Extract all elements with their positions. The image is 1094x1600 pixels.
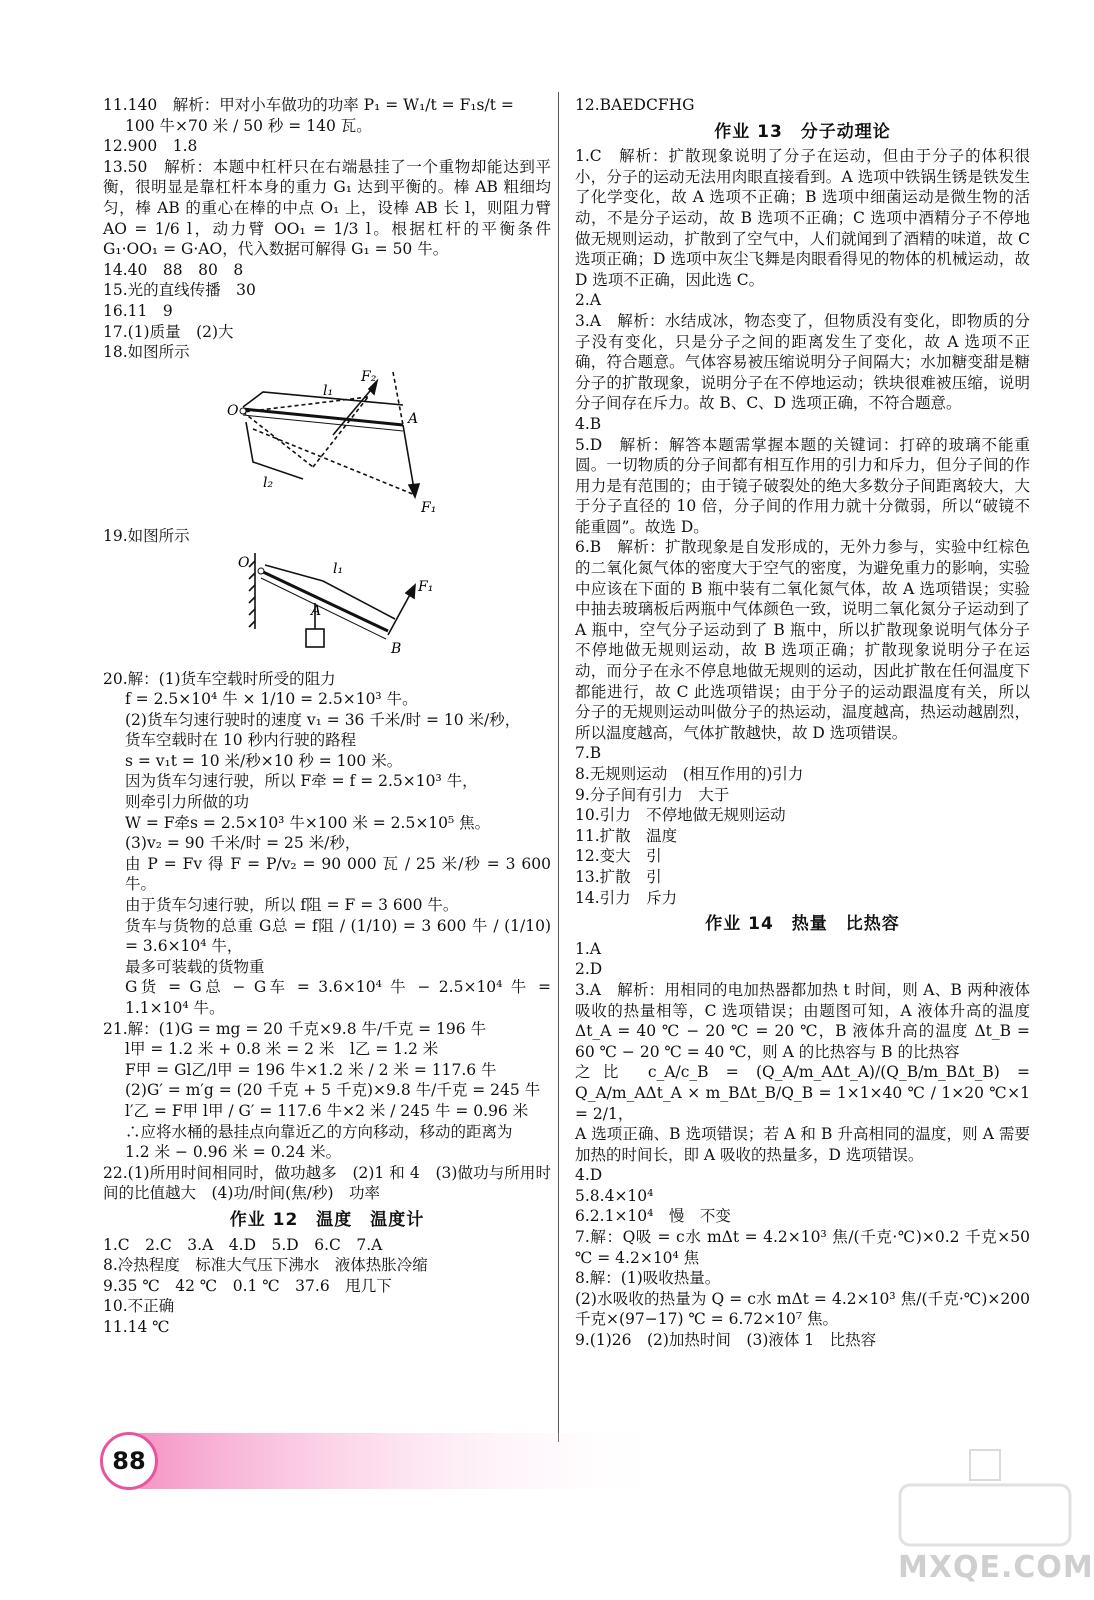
hw14-item: 2.D	[575, 960, 603, 979]
answer-20-line: 最多可装载的货物重	[125, 957, 265, 976]
fig18-label-a: A	[408, 410, 419, 427]
fig19-label-b: B	[391, 640, 402, 657]
hw12-line: 1.C 2.C 3.A 4.D 5.D 6.C 7.A	[103, 1235, 383, 1254]
watermark-icon	[890, 1440, 1080, 1550]
answer-21-line: ∴应将水桶的悬挂点向靠近乙的方向移动，移动的距离为	[125, 1122, 513, 1141]
hw14-item: 3.A 解析：用相同的电加热器都加热 t 时间，则 A、B 两种液体吸收的热量相等，C 选项错误；由题图可知，A 液体升高的温度 Δt_A = 40 ℃ − 20 ℃ = 20 ℃，B 液体升高的温度 Δt_B = 60 ℃ − 20 ℃ = 40 ℃，则 A 的比热容与 B 的比热容	[575, 980, 1030, 1061]
answer-20-line: (2)货车匀速行驶时的速度 v₁ = 36 千米/时 = 10 米/秒，	[125, 710, 521, 729]
hw13-item: 9.分子间有引力 大于	[575, 785, 730, 804]
answer-22: 22.(1)所用时间相同时，做功越多 (2)1 和 4 (3)做功与所用时间的比值越大 (4)功/时间(焦/秒) 功率	[103, 1163, 551, 1203]
fig19-label-f1: F₁	[418, 578, 434, 595]
hw12-line: 8.冷热程度 标准大气压下沸水 液体热胀冷缩	[103, 1256, 428, 1275]
hw14-item: 6.2.1×10⁴ 慢 不变	[575, 1207, 731, 1226]
hw14-item: 9.(1)26 (2)加热时间 (3)液体 1 比热容	[575, 1331, 877, 1350]
hw13-item: 11.扩散 温度	[575, 826, 678, 845]
answer-14: 14.40 88 80 8	[103, 260, 244, 279]
column-divider	[558, 92, 559, 1442]
answer-20-line: (3)v₂ = 90 千米/时 = 25 米/秒，	[125, 834, 361, 853]
lever-figure-19	[103, 551, 551, 659]
answer-12: 12.900 1.8	[103, 137, 198, 156]
hw14-item: 5.8.4×10⁴	[575, 1186, 654, 1205]
section-title-hw14: 作业 14 热量 比热容	[705, 914, 900, 935]
section-title-hw13: 作业 13 分子动理论	[714, 121, 891, 142]
answer-11-cont: 100 牛×70 米 / 50 秒 = 140 瓦。	[125, 116, 372, 135]
answer-20-line: s = v₁t = 10 米/秒×10 秒 = 100 米。	[125, 751, 403, 770]
hw14-item: 1.A	[575, 939, 601, 958]
answer-20-line: 则牵引力所做的功	[125, 793, 250, 812]
fig18-label-l2: l₂	[263, 474, 274, 491]
answer-21-line: l′乙 = F甲 l甲 / G′ = 117.6 牛×2 米 / 245 牛 = 0.96 米	[125, 1101, 529, 1120]
answer-20-line: 货车与货物的总重 G总 = f阻 / (1/10) = 3 600 牛 / (1/10) = 3.6×10⁴ 牛，	[125, 916, 551, 956]
hw14-item: 之比 c_A/c_B = (Q_A/m_AΔt_A)/(Q_B/m_BΔt_B) = Q_A/m_AΔt_A × m_BΔt_B/Q_B = 1×1×40 ℃ / 1×20 ℃×1 = 2/1，	[575, 1063, 1030, 1123]
section-title-hw12: 作业 12 温度 温度计	[229, 1209, 425, 1230]
watermark-logo	[890, 1440, 1094, 1590]
hw12-line: 11.14 ℃	[103, 1317, 170, 1336]
hw14-item: A 选项正确、B 选项错误；若 A 和 B 升高相同的温度，则 A 需要加热的时间长，即 A 吸收的热量多，D 选项错误。	[575, 1125, 1030, 1164]
answer-13: 13.50 解析：本题中杠杆只在右端悬挂了一个重物却能达到平衡，很明显是靠杠杆本身的重力 G₁ 达到平衡的。棒 AB 粗细均匀，棒 AB 的重心在棒的中点 O₁ 上，设棒 AB 长 l，则阻力臂 AO = 1/6 l，动力臂 OO₁ = 1/3 l。根据杠杆的平衡条件 G₁·OO₁ = G·AO，代入数据可解得 G₁ = 50 牛。	[103, 157, 551, 259]
hw14-item: 4.D	[575, 1166, 603, 1185]
fig19-label-o: O	[238, 554, 250, 571]
answer-20-line: 因为货车匀速行驶，所以 F牵 = f = 2.5×10³ 牛，	[125, 772, 478, 791]
fig18-label-o: O	[227, 402, 239, 419]
left-column	[103, 95, 551, 1338]
page-number-band	[95, 1425, 675, 1495]
hw13-item: 3.A 解析：水结成冰，物态变了，但物质没有变化，即物质的分子没有变化，只是分子之间的距离发生了变化，故 A 选项不正确，符合题意。气体容易被压缩说明分子间隔大；水加糖变甜是糖分子的扩散现象，说明分子在不停地运动；铁块很难被压缩，说明分子间存在斥力。故 B、C、D 选项正确，不符合题意。	[575, 311, 1030, 413]
lever-figure-18	[103, 367, 551, 517]
answer-18: 18.如图所示	[103, 343, 190, 362]
page-number: 88	[100, 1432, 158, 1490]
hw13-item: 12.变大 引	[575, 847, 662, 866]
hw14-item: (2)水吸收的热量为 Q = c水 mΔt = 4.2×10³ 焦/(千克·℃)×200 千克×(97−17) ℃ = 6.72×10⁷ 焦。	[575, 1289, 1030, 1329]
watermark-text: MXQE.COM	[898, 1550, 1094, 1585]
hw13-item: 14.引力 斥力	[575, 888, 678, 907]
answer-20-line: f = 2.5×10⁴ 牛 × 1/10 = 2.5×10³ 牛。	[125, 690, 418, 709]
answer-20-line: W = F牵s = 2.5×10³ 牛×100 米 = 2.5×10⁵ 焦。	[125, 813, 491, 832]
answer-20-line: 20.解：(1)货车空载时所受的阻力	[103, 669, 336, 688]
answer-20-line: G货 = G总 − G车 = 3.6×10⁴ 牛 − 2.5×10⁴ 牛 = 1.1×10⁴ 牛。	[125, 978, 551, 1017]
hw13-item: 2.A	[575, 291, 601, 310]
hw13-item: 7.B	[575, 744, 602, 763]
answer-20-line: 由于货车匀速行驶，所以 f阻 = F = 3 600 牛。	[125, 896, 459, 915]
hw14-item: 7.解：Q吸 = c水 mΔt = 4.2×10³ 焦/(千克·℃)×0.2 千克×50 ℃ = 4.2×10⁴ 焦	[575, 1228, 1030, 1267]
answer-16: 16.11 9	[103, 301, 173, 320]
hw13-item: 10.引力 不停地做无规则运动	[575, 806, 786, 825]
answer-15: 15.光的直线传播 30	[103, 281, 256, 300]
fig19-label-a: A	[311, 602, 322, 619]
hw12-line: 9.35 ℃ 42 ℃ 0.1 ℃ 37.6 甩几下	[103, 1276, 392, 1295]
hw13-item: 8.无规则运动 (相互作用的)引力	[575, 765, 804, 783]
right-column	[575, 95, 1030, 1351]
hw13-item: 1.C 解析：扩散现象说明了分子在运动，但由于分子的体积很小，分子的运动无法用肉眼直接看到。A 选项中铁锅生锈是铁发生了化学变化，故 A 选项不正确；B 选项中细菌运动是微生物的活动，不是分子运动，故 B 选项不正确；C 选项中酒精分子不停地做无规则运动，扩散到了空气中，人们就闻到了酒精的味道，故 C 选项正确；D 选项中灰尘飞舞是肉眼看得见的物体的机械运动，故 D 选项不正确，因此选 C。	[575, 147, 1030, 289]
answer-21-line: F甲 = Gl乙/l甲 = 196 牛×1.2 米 / 2 米 = 117.6 牛	[125, 1060, 497, 1079]
hw13-item: 4.B	[575, 414, 602, 433]
fig19-label-l1: l₁	[333, 560, 344, 577]
answer-20-line: 由 P = Fv 得 F = P/v₂ = 90 000 瓦 / 25 米/秒 = 3 600 牛。	[125, 854, 551, 894]
answer-21-line: 21.解：(1)G = mg = 20 千克×9.8 牛/千克 = 196 牛	[103, 1019, 487, 1038]
hw13-item: 13.扩散 引	[575, 867, 662, 886]
answer-20-line: 货车空载时在 10 秒内行驶的路程	[125, 731, 357, 750]
answer-19: 19.如图所示	[103, 527, 190, 546]
fig18-label-l1: l₁	[323, 382, 334, 399]
hw13-item: 5.D 解析：解答本题需掌握本题的关键词：打碎的玻璃不能重圆。一切物质的分子间都有相互作用的引力和斥力，但分子间的作用力是有范围的；由于镜子破裂处的绝大多数分子间距离较大，大于分子直径的 10 倍，分子间的作用力就十分微弱，所以“破镜不能重圆”。故选 D。	[575, 435, 1030, 536]
fig18-label-f1: F₁	[421, 499, 437, 516]
fig18-label-f2: F₂	[361, 368, 377, 385]
hw14-item: 8.解：(1)吸收热量。	[575, 1269, 721, 1288]
answer-11: 11.140 解析：甲对小车做功的功率 P₁ = W₁/t = F₁s/t =	[103, 96, 514, 114]
hw13-item: 6.B 解析：扩散现象是自发形成的，无外力参与，实验中红棕色的二氧化氮气体的密度大于空气的密度，为避免重力的影响，实验中应该在下面的 B 瓶中装有二氧化氮气体，故 A 选项错误；实验中抽去玻璃板后两瓶中气体颜色一致，说明二氧化氮分子运动到了 A 瓶中，空气分子运动到了 B 瓶中，所以扩散现象说明气体分子不停地做无规则运动，故 B 选项正确；扩散现象说明分子在运动，而分子在永不停息地做无规则的运动，因此扩散在任何温度下都能进行，故 C 此选项错误；由于分子的运动跟温度有关，所以分子的无规则运动叫做分子的热运动，温度越高，热运动越剧烈，所以温度越高，气体扩散越快，故 D 选项错误。	[575, 538, 1030, 742]
answer-17: 17.(1)质量 (2)大	[103, 322, 234, 341]
answer-21-line: l甲 = 1.2 米 + 0.8 米 = 2 米 l乙 = 1.2 米	[125, 1040, 439, 1059]
answer-21-line: 1.2 米 − 0.96 米 = 0.24 米。	[125, 1143, 342, 1162]
hw12-line: 10.不正确	[103, 1297, 175, 1316]
answer-12-right: 12.BAEDCFHG	[575, 96, 695, 114]
answer-21-line: (2)G′ = m′g = (20 千克 + 5 千克)×9.8 牛/千克 = 245 牛	[125, 1081, 541, 1100]
